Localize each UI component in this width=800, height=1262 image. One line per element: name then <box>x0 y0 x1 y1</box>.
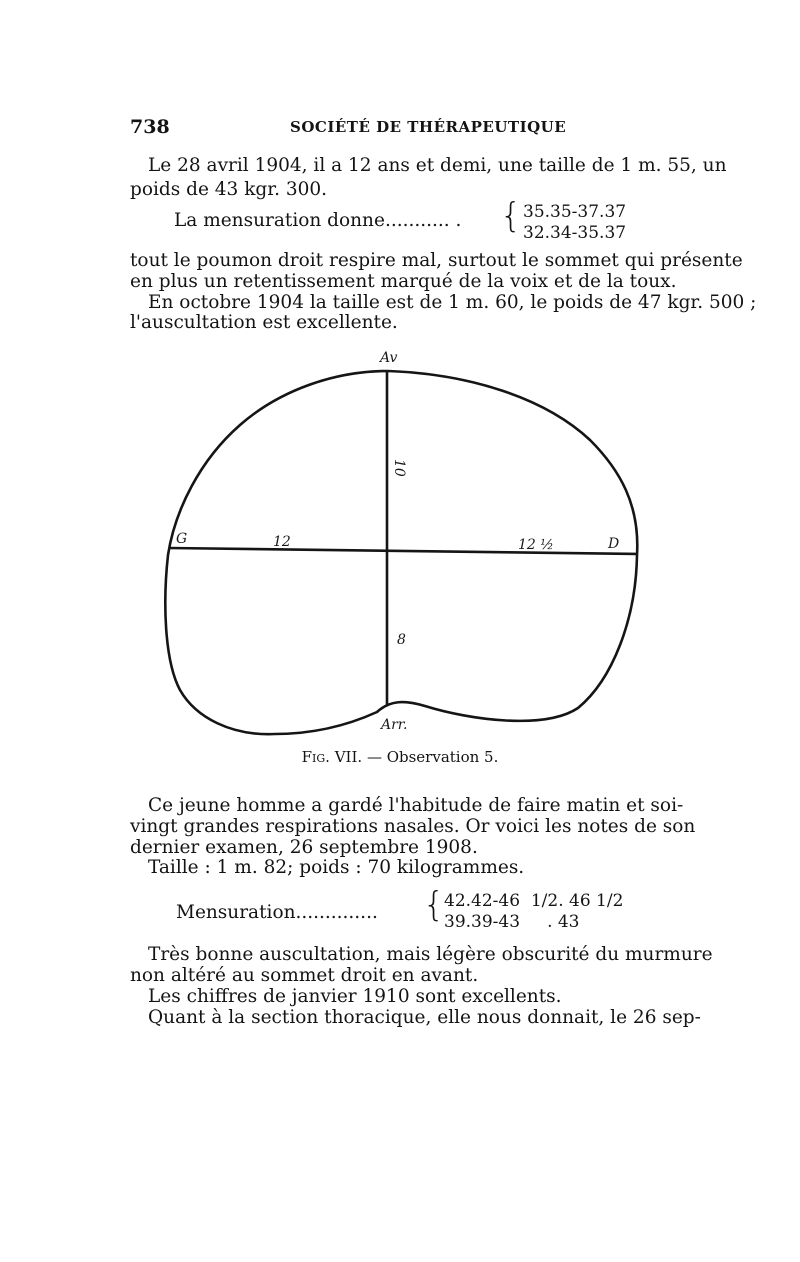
measurement-2-brace: { <box>423 885 445 925</box>
measurement-2-row-1: 42.42-46 1/2. 46 1/2 <box>444 891 624 911</box>
measure-back-depth: 8 <box>397 632 406 648</box>
measure-front-depth: 10 <box>391 459 407 477</box>
paragraph-4-line-1: Très bonne auscultation, mais légère obscurité du murmure <box>148 944 713 965</box>
measurement-1-row-2: 32.34-35.37 <box>523 223 627 243</box>
label-left: G <box>176 531 188 547</box>
paragraph-2-line-2: en plus un retentissement marqué de la voix et de la toux. <box>130 271 677 292</box>
measurement-1-brace: { <box>500 196 522 236</box>
label-front: Av <box>380 350 398 366</box>
measure-left-half: 12 <box>273 534 291 550</box>
paragraph-3-line-3: dernier examen, 26 septembre 1908. <box>130 837 478 858</box>
paragraph-3-line-1: Ce jeune homme a gardé l'habitude de faire matin et soi- <box>148 795 684 816</box>
paragraph-1-line-1: Le 28 avril 1904, il a 12 ans et demi, une taille de 1 m. 55, un <box>148 155 727 176</box>
paragraph-1-line-2: poids de 43 kgr. 300. <box>130 179 328 200</box>
measurement-2-row-2: 39.39-43 . 43 <box>444 912 580 932</box>
measurement-1-label-text: La mensuration donne <box>174 210 385 231</box>
measurement-1-leader-dots: ........... <box>384 210 450 231</box>
figure-caption-text: — Observation 5. <box>366 748 499 766</box>
measurement-2-label <box>176 902 378 923</box>
figure-caption <box>0 748 800 766</box>
paragraph-2-line-4: l'auscultation est excellente. <box>130 312 398 333</box>
label-back: Arr. <box>381 717 408 733</box>
paragraph-2-line-1: tout le poumon droit respire mal, surtout le sommet qui présente <box>130 250 743 271</box>
measurement-2-leader-dots: .............. <box>295 902 378 923</box>
paragraph-4-line-3: Les chiffres de janvier 1910 sont excellents. <box>148 986 562 1007</box>
label-right: D <box>608 536 620 552</box>
paragraph-2-line-3: En octobre 1904 la taille est de 1 m. 60, le poids de 47 kgr. 500 ; <box>148 292 757 313</box>
paragraph-4-line-2: non altéré au sommet droit en avant. <box>130 965 479 986</box>
measurement-2-label-text: Mensuration <box>176 902 296 923</box>
paragraph-3-line-2: vingt grandes respirations nasales. Or voici les notes de son <box>130 816 696 837</box>
page-number: 738 <box>130 116 170 138</box>
running-title: SOCIÉTÉ DE THÉRAPEUTIQUE <box>290 118 567 136</box>
paragraph-4-line-4: Quant à la section thoracique, elle nous donnait, le 26 sep- <box>148 1007 701 1028</box>
measurement-1-label: La mensuration donne........... . <box>174 210 462 231</box>
paragraph-3-line-4: Taille : 1 m. 82; poids : 70 kilogrammes. <box>148 857 525 878</box>
measure-right-half: 12 ½ <box>518 537 554 553</box>
transverse-axis <box>169 548 637 554</box>
figure-caption-label: Fig. VII. <box>301 748 363 766</box>
measurement-1-row-1: 35.35-37.37 <box>523 202 627 222</box>
